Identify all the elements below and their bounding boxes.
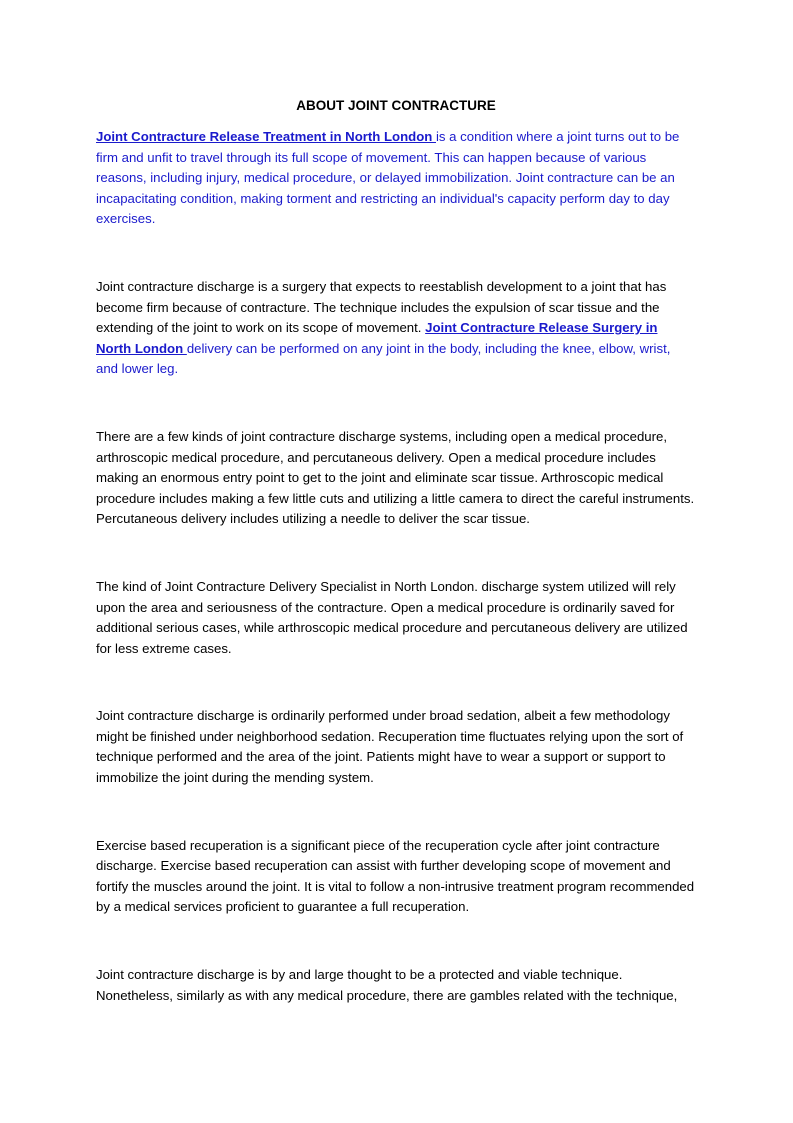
- paragraph-surgery-text: Joint contracture discharge is a surgery that expects to reestablish development to a joint that has become firm because of contracture. The technique includes the expulsion of scar tissue and the extending of the joint to work on its scope of movement.: [96, 278, 667, 336]
- paragraph-recovery: Exercise based recuperation is a significant piece of the recuperation cycle after joint contracture discharge. Exercise based recuperation can assist with further developing scope of movement and fortify the muscles around the joint. It is vital to follow a non-intrusive treatment program recommended by a medical services proficient to guarantee a full recuperation.: [96, 837, 695, 915]
- paragraph-procedure-choice: The kind of Joint Contracture Delivery Specialist in North London. discharge system utilized will rely upon the area and seriousness of the contracture. Open a medical procedure is ordinarily saved for additional serious cases, while arthroscopic medical procedure and percutaneous delivery are utilized for less extreme cases.: [96, 578, 688, 656]
- paragraph-surgery-link-continuation: delivery can be performed on any joint in the body, including the knee, elbow, wrist, and lower leg.: [96, 340, 671, 377]
- treatment-link[interactable]: Joint Contracture Release Treatment in North London: [96, 129, 436, 144]
- paragraph-procedure-types: There are a few kinds of joint contracture discharge systems, including open a medical procedure, arthroscopic medical procedure, and percutaneous delivery. Open a medical procedure includes making an enormous entry point to get to the joint and eliminate scar tissue. Arthroscopic medical procedure includes making a few little cuts and utilizing a little camera to direct the careful instruments. Percutaneous delivery includes utilizing a needle to deliver the scar tissue.: [96, 428, 695, 527]
- paragraph-intro: [96, 127, 696, 230]
- paragraph-intro-text: is a condition where a joint turns out to be firm and unfit to travel through its full scope of movement. This can happen because of various reasons, including injury, medical procedure, or delayed immobilization. Joint contracture can be an incapacitating condition, making torment and restricting an individual's capacity perform day to day exercises.: [96, 129, 680, 227]
- page-title: ABOUT JOINT CONTRACTURE: [296, 98, 496, 113]
- paragraph-safety: Joint contracture discharge is by and large thought to be a protected and viable technique. Nonetheless, similarly as with any medical procedure, there are gambles related with the technique,: [96, 967, 678, 1003]
- paragraph-surgery: [96, 277, 696, 380]
- paragraph-sedation: Joint contracture discharge is ordinarily performed under broad sedation, albeit a few methodology might be finished under neighborhood sedation. Recuperation time fluctuates relying upon the sort of technique performed and the area of the joint. Patients might have to wear a support or support to immobilize the joint during the mending system.: [96, 708, 684, 786]
- surgery-link[interactable]: Joint Contracture Release Surgery in North London: [96, 320, 658, 356]
- document-page: [96, 96, 696, 1006]
